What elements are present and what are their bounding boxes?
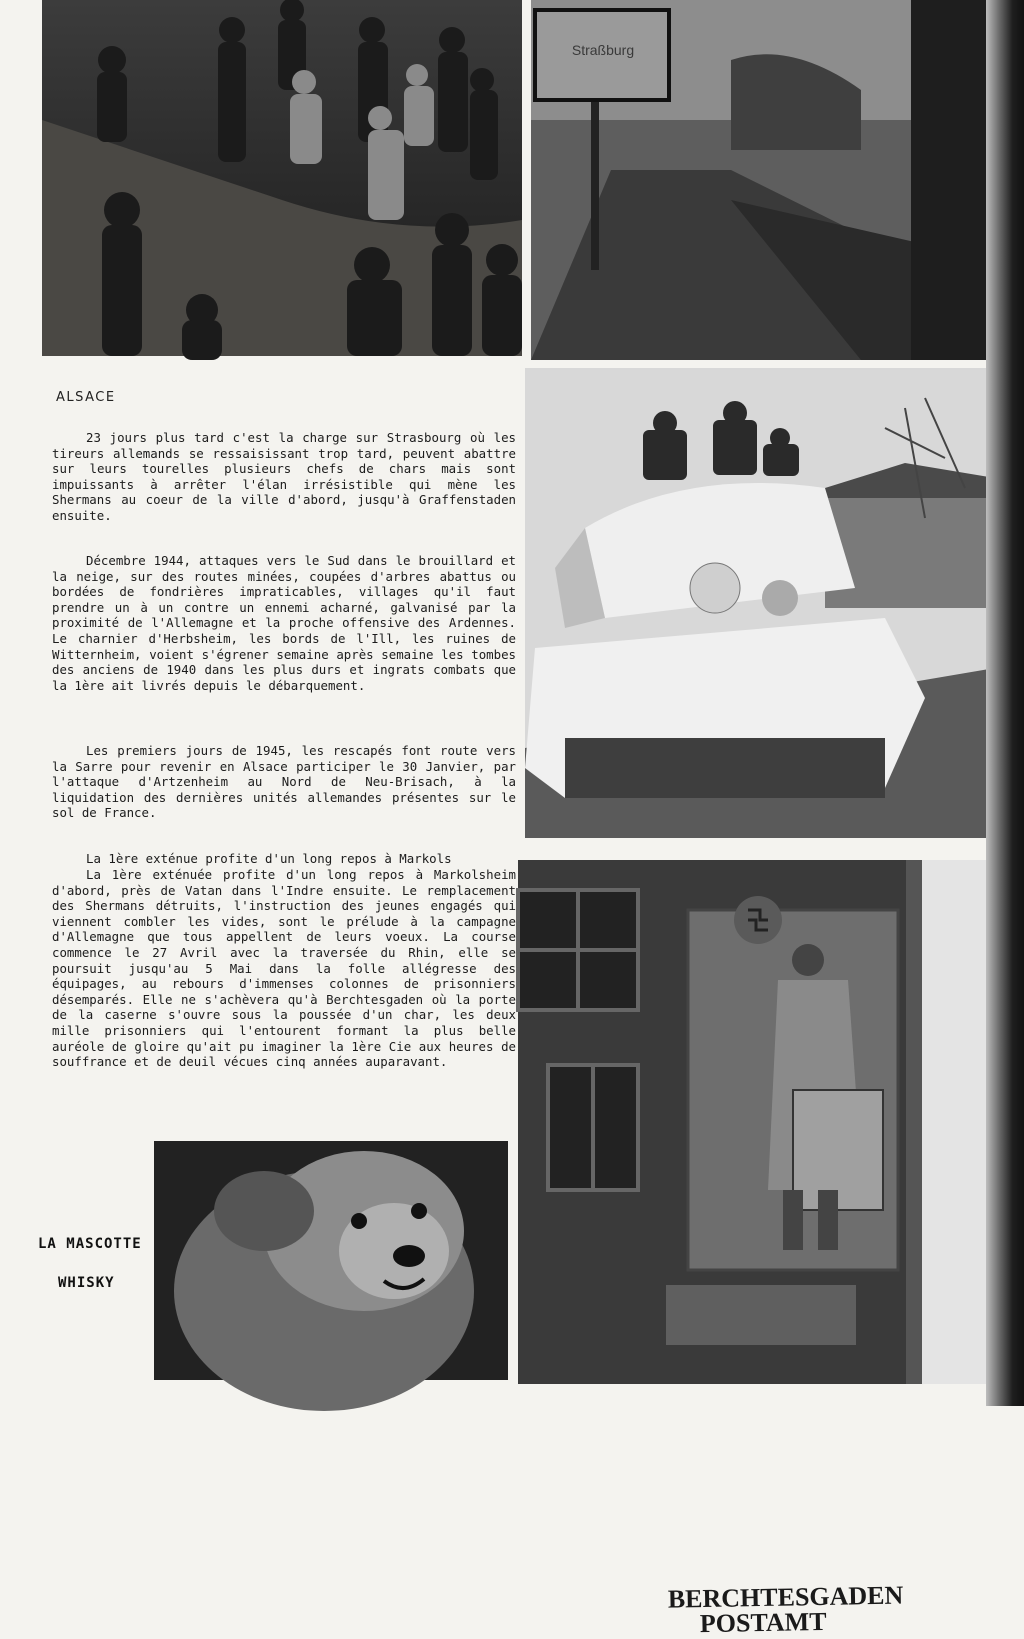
article-paragraph-3: Les premiers jours de 1945, les rescapés font route vers la Sarre pour revenir en Alsace participer le 30 Janvier, par l'attaque d'Artzenheim au Nord de Neu-Brisach, à la liquidation des dernières unités allemandes présentes sur le sol de France.: [52, 743, 516, 821]
section-title: ALSACE: [56, 390, 116, 405]
road-sign-text: Straßburg: [571, 42, 635, 58]
article-paragraph-2: Décembre 1944, attaques vers le Sud dans le brouillard et la neige, sur des routes minées, coupées d'arbres abattus ou bordées de fondrières impraticables, villages qu'il faut prendre un à un contre un ennemi acharné, galvanisé par la proximité de l'Allemagne et la proche offensive des Ardennes. Le charnier d'Herbsheim, les bords de l'Ill, les ruines de Witternheim, voient s'égrener semaine après semaine les tombes des anciens de 1940 dans les plus durs et ingrats combats que la 1ère ait livrés depuis le débarquement.: [52, 553, 516, 693]
berchtesgaden-post-office-photo: [518, 860, 996, 1639]
page-edge-shadow: [986, 0, 1024, 1406]
sherman-tank-in-snow-photo: [525, 368, 995, 838]
article-paragraph-1: 23 jours plus tard c'est la charge sur Strasbourg où les tireurs allemands se ressaisissant trop tard, peuvent abattre sur leurs tourelles plusieurs chefs de chars mais sont impuissants à arrêter l'élan irrésistible qui mène les Shermans au coeur de la ville d'abord, jusqu'à Graffenstaden ensuite.: [52, 430, 516, 523]
sign-line-2: POSTAMT: [699, 1606, 827, 1639]
article-paragraph-4: La 1ère exténue profite d'un long repos à Markols: [86, 851, 452, 866]
dog-mascot-photo: [154, 1141, 508, 1380]
sign-line-1: BERCHTESGADEN: [667, 1580, 904, 1614]
berchtesgaden-sign: [667, 1580, 904, 1639]
dog-caption-line-1: LA MASCOTTE: [38, 1236, 142, 1252]
crowd-of-soldiers-photo: [42, 0, 522, 356]
article-paragraph-5: La 1ère exténuée profite d'un long repos à Markolsheim d'abord, près de Vatan dans l'Indre ensuite. Le remplacement des Shermans détruits, l'instruction des jeunes engagés qui viennent combler les vides, sont le prélude à la campagne d'Allemagne que tous appellent de leurs voeux. La course commence le 27 Avril avec la traversée du Rhin, elle se poursuit jusqu'au 5 Mai dans la folle allégresse des équipages, au rebours d'immenses colonnes de prisonniers désemparés. Elle ne s'achèvera qu'à Berchtesgaden où la porte de la caserne s'ouvre sous la poussée d'un char, les deux mille prisonniers qui l'entourent formant la plus belle auréole de gloire qu'ait pu imaginer la 1ère Cie aux heures de souffrance et de deuil vécues cinq années auparavant.: [52, 867, 516, 1070]
strasbourg-road-sign-photo: [531, 0, 993, 360]
dog-caption-line-2: WHISKY: [58, 1275, 115, 1291]
